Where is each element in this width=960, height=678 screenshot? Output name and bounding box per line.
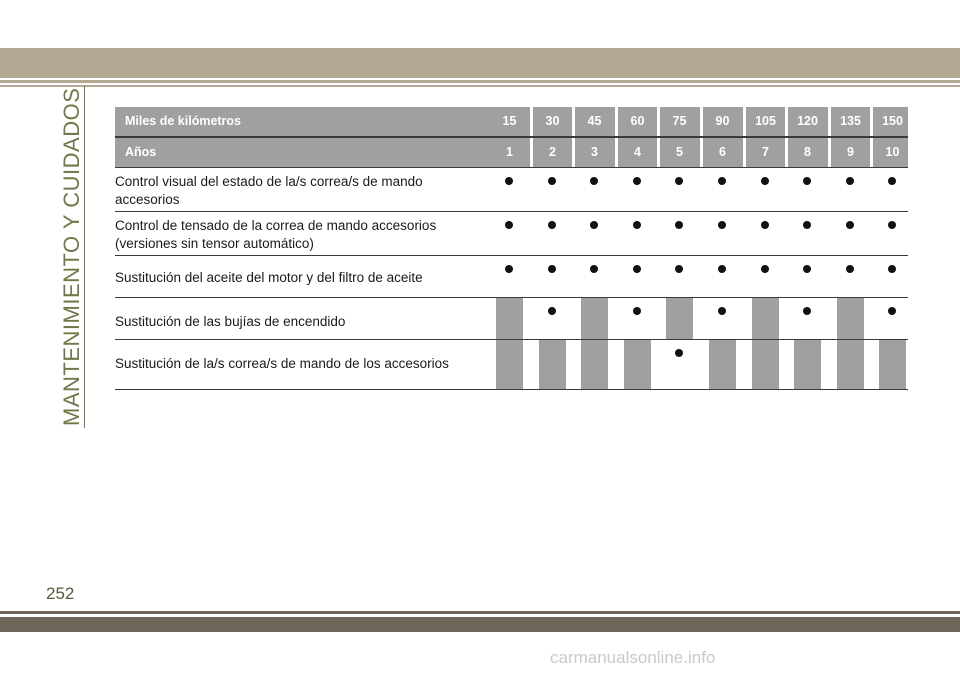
header-column-gap — [743, 107, 746, 136]
scheduled-dot — [888, 265, 896, 273]
task-description — [115, 173, 495, 209]
header-cell-year: 9 — [847, 145, 854, 159]
interval-column-shade — [879, 340, 906, 389]
scheduled-dot — [548, 307, 556, 315]
interval-column-shade — [794, 168, 821, 211]
interval-column-shade — [879, 256, 906, 297]
interval-column-shade — [539, 298, 566, 339]
interval-column-shade — [752, 212, 779, 255]
interval-column-shade — [879, 298, 906, 339]
scheduled-dot — [761, 177, 769, 185]
header-cell-km: 45 — [587, 114, 602, 128]
interval-column-shade — [709, 212, 736, 255]
header-cell-year: 3 — [591, 145, 598, 159]
interval-column-shade — [709, 168, 736, 211]
header-column-gap — [657, 107, 660, 136]
header-cell-year: 5 — [676, 145, 683, 159]
interval-column-shade — [837, 168, 864, 211]
interval-column-shade — [624, 340, 651, 389]
scheduled-dot — [888, 307, 896, 315]
scheduled-dot — [675, 349, 683, 357]
header-column-gap — [700, 107, 703, 136]
interval-column-shade — [496, 212, 523, 255]
interval-column-shade — [752, 340, 779, 389]
header-column-gap — [572, 138, 575, 167]
interval-column-shade — [879, 168, 906, 211]
header-column-gap — [870, 138, 873, 167]
interval-column-shade — [837, 340, 864, 389]
interval-column-shade — [837, 256, 864, 297]
scheduled-dot — [548, 177, 556, 185]
scheduled-dot — [803, 177, 811, 185]
interval-column-shade — [794, 212, 821, 255]
scheduled-dot — [846, 177, 854, 185]
table-row — [115, 211, 908, 255]
scheduled-dot — [633, 265, 641, 273]
scheduled-dot — [718, 307, 726, 315]
interval-column-shade — [709, 340, 736, 389]
scheduled-dot — [803, 221, 811, 229]
interval-column-shade — [539, 340, 566, 389]
header-cell-year: 8 — [804, 145, 811, 159]
scheduled-dot — [590, 177, 598, 185]
interval-column-shade — [666, 340, 693, 389]
header-cell-km: 15 — [502, 114, 517, 128]
header-column-gap — [828, 107, 831, 136]
scheduled-dot — [505, 221, 513, 229]
interval-column-shade — [581, 212, 608, 255]
scheduled-dot — [803, 307, 811, 315]
interval-column-shade — [666, 212, 693, 255]
header-cell-km: 90 — [715, 114, 730, 128]
header-cell-km: 60 — [630, 114, 645, 128]
interval-column-shade — [496, 298, 523, 339]
scheduled-dot — [675, 265, 683, 273]
page-number: 252 — [46, 584, 75, 603]
scheduled-dot — [846, 265, 854, 273]
header-rule — [0, 80, 960, 83]
header-column-gap — [870, 107, 873, 136]
interval-column-shade — [709, 298, 736, 339]
task-line: Control visual del estado de la/s correa/s de mando — [115, 174, 423, 189]
header-column-gap — [785, 107, 788, 136]
table-row — [115, 167, 908, 211]
interval-column-shade — [624, 168, 651, 211]
task-line: accesorios — [115, 192, 180, 207]
header-cell-km: 120 — [797, 114, 818, 128]
header-column-gap — [530, 107, 533, 136]
scheduled-dot — [675, 221, 683, 229]
interval-column-shade — [581, 298, 608, 339]
header-column-gap — [615, 107, 618, 136]
scheduled-dot — [633, 177, 641, 185]
header-column-gap — [743, 138, 746, 167]
interval-column-shade — [794, 298, 821, 339]
interval-column-shade — [837, 212, 864, 255]
table-bottom-rule — [115, 389, 908, 390]
interval-column-shade — [539, 168, 566, 211]
table-row — [115, 255, 908, 297]
task-line: (versiones sin tensor automático) — [115, 236, 314, 251]
header-column-gap — [700, 138, 703, 167]
interval-column-shade — [581, 340, 608, 389]
interval-column-shade — [624, 256, 651, 297]
interval-column-shade — [624, 298, 651, 339]
interval-column-shade — [752, 298, 779, 339]
maintenance-schedule-table — [115, 107, 908, 390]
task-line: Sustitución de la/s correa/s de mando de los accesorios — [115, 356, 449, 371]
header-cell-year: 1 — [506, 145, 513, 159]
interval-column-shade — [496, 168, 523, 211]
scheduled-dot — [888, 177, 896, 185]
scheduled-dot — [718, 177, 726, 185]
interval-column-shade — [581, 256, 608, 297]
header-cell-km: 150 — [882, 114, 903, 128]
header-label-kilometers: Miles de kilómetros — [125, 114, 242, 128]
header-column-gap — [828, 138, 831, 167]
header-cell-km: 30 — [545, 114, 560, 128]
header-column-gap — [530, 138, 533, 167]
task-line: Sustitución del aceite del motor y del filtro de aceite — [115, 270, 423, 285]
interval-column-shade — [539, 256, 566, 297]
section-title: MANTENIMIENTO Y CUIDADOS — [59, 87, 84, 426]
interval-column-shade — [752, 256, 779, 297]
table-row — [115, 297, 908, 339]
scheduled-dot — [888, 221, 896, 229]
header-row-years — [115, 138, 908, 167]
task-description — [115, 355, 495, 373]
scheduled-dot — [718, 221, 726, 229]
interval-column-shade — [666, 298, 693, 339]
task-description — [115, 313, 495, 331]
footer-band — [0, 617, 960, 632]
watermark-text: carmanualsonline.info — [550, 648, 716, 667]
table-row — [115, 339, 908, 389]
scheduled-dot — [590, 221, 598, 229]
task-description — [115, 269, 495, 287]
header-cell-year: 10 — [885, 145, 900, 159]
scheduled-dot — [548, 221, 556, 229]
scheduled-dot — [846, 221, 854, 229]
interval-column-shade — [837, 298, 864, 339]
header-cell-year: 4 — [634, 145, 641, 159]
header-cell-km: 105 — [755, 114, 776, 128]
interval-column-shade — [794, 340, 821, 389]
interval-column-shade — [624, 212, 651, 255]
header-cell-km: 75 — [672, 114, 687, 128]
header-column-gap — [785, 138, 788, 167]
header-label-years: Años — [125, 145, 157, 159]
header-column-gap — [572, 107, 575, 136]
interval-column-shade — [794, 256, 821, 297]
interval-column-shade — [879, 212, 906, 255]
interval-column-shade — [752, 168, 779, 211]
task-line: Sustitución de las bujías de encendido — [115, 314, 346, 329]
header-band — [0, 48, 960, 78]
scheduled-dot — [803, 265, 811, 273]
scheduled-dot — [505, 177, 513, 185]
scheduled-dot — [675, 177, 683, 185]
header-cell-km: 135 — [840, 114, 861, 128]
header-row-kilometers — [115, 107, 908, 136]
interval-column-shade — [496, 340, 523, 389]
interval-column-shade — [581, 168, 608, 211]
scheduled-dot — [633, 221, 641, 229]
footer-rule — [0, 611, 960, 614]
header-column-gap — [657, 138, 660, 167]
scheduled-dot — [761, 221, 769, 229]
scheduled-dot — [633, 307, 641, 315]
scheduled-dot — [505, 265, 513, 273]
header-cell-year: 6 — [719, 145, 726, 159]
task-line: Control de tensado de la correa de mando accesorios — [115, 218, 437, 233]
interval-column-shade — [709, 256, 736, 297]
interval-column-shade — [666, 256, 693, 297]
interval-column-shade — [496, 256, 523, 297]
scheduled-dot — [590, 265, 598, 273]
scheduled-dot — [761, 265, 769, 273]
interval-column-shade — [666, 168, 693, 211]
scheduled-dot — [548, 265, 556, 273]
header-rule-thin — [0, 85, 960, 87]
table-body — [115, 167, 908, 389]
scheduled-dot — [718, 265, 726, 273]
header-cell-year: 7 — [762, 145, 769, 159]
header-column-gap — [615, 138, 618, 167]
interval-column-shade — [539, 212, 566, 255]
task-description — [115, 217, 495, 253]
header-cell-year: 2 — [549, 145, 556, 159]
